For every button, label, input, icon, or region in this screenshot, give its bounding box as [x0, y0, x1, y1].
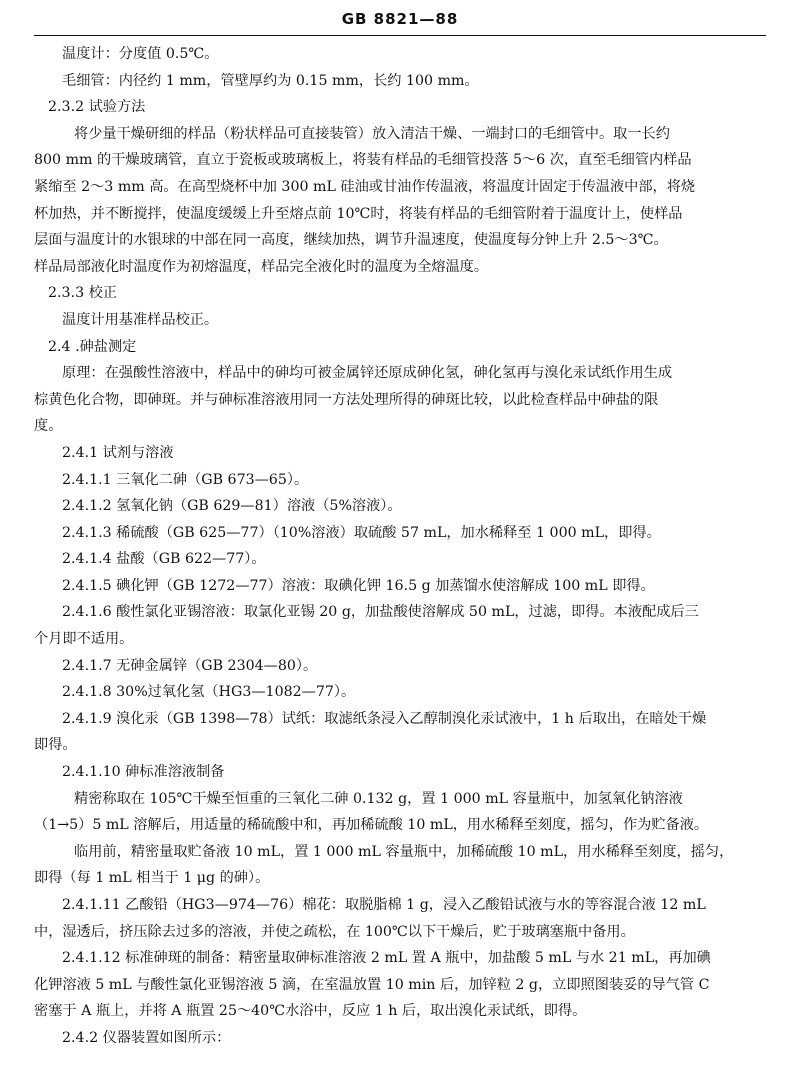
text-line: 毛细管：内径约 1 mm，管壁厚约为 0.15 mm，长约 100 mm。 — [62, 72, 479, 89]
text-line: 杯加热，并不断搅拌，使温度缓缓上升至熔点前 10℃时，将装有样品的毛细管附着于温度计上，使样品 — [34, 205, 683, 222]
text-line: （1→5）5 mL 溶解后，用适量的稀硫酸中和，再加稀硫酸 10 mL，用水稀释至刻度，摇匀，作为贮备液。 — [34, 817, 709, 834]
text-line: 中，湿透后，挤压除去过多的溶液，并使之疏松，在 100℃以下干燥后，贮于玻璃塞瓶中备用。 — [34, 923, 635, 940]
section-heading: 2.3.2 试验方法 — [48, 99, 146, 116]
document-body — [34, 41, 766, 1052]
list-item: 2.4.1.5 碘化钾（GB 1272—77）溶液：取碘化钾 16.5 g 加蒸馏水使溶解成 100 mL 即得。 — [62, 577, 655, 594]
text-line: 棕黄色化合物，即砷斑。并与砷标准溶液用同一方法处理所得的砷斑比较，以此检查样品中砷盐的限 — [34, 391, 659, 408]
list-item: 2.4.1.11 乙酸铅（HG3—974—76）棉花：取脱脂棉 1 g，浸入乙酸铅试液与水的等容混合液 12 mL — [62, 897, 706, 913]
text-line: 紧缩至 2～3 mm 高。在高型烧杯中加 300 mL 硅油或甘油作传温液，将温度计固定于传温液中部，将烧 — [34, 178, 696, 195]
section-heading: 2.4.1 试剂与溶液 — [62, 444, 174, 461]
list-item: 2.4.1.12 标准砷斑的制备：精密量取砷标准溶液 2 mL 置 A 瓶中，加盐酸 5 mL 与水 21 mL，再加碘 — [62, 950, 711, 967]
list-item: 2.4.1.1 三氧化二砷（GB 673—65）。 — [62, 471, 309, 488]
page-header: GB 8821—88 — [341, 10, 459, 28]
text-line: 即得。 — [34, 737, 77, 754]
text-line: 精密称取在 105℃干燥至恒重的三氧化二砷 0.132 g，置 1 000 mL 容量瓶中，加氢氧化钠溶液 — [74, 790, 683, 807]
text-line: 将少量干燥研细的样品（粉状样品可直接装管）放入清洁干燥、一端封口的毛细管中。取一长约 — [74, 125, 670, 142]
text-line: 原理：在强酸性溶液中，样品中的砷均可被金属锌还原成砷化氢，砷化氢再与溴化汞试纸作用生成 — [62, 365, 673, 382]
section-heading: 2.4 .砷盐测定 — [48, 338, 137, 355]
text-line: 化钾溶液 5 mL 与酸性氯化亚锡溶液 5 滴，在室温放置 10 min 后，加锌粒 2 g，立即照图装妥的导气管 C — [34, 976, 710, 993]
text-line: 温度计：分度值 0.5℃。 — [62, 46, 219, 62]
text-line: 温度计用基准样品校正。 — [62, 311, 219, 328]
text-line: 即得（每 1 mL 相当于 1 μg 的砷）。 — [34, 870, 270, 887]
list-item: 2.4.1.3 稀硫酸（GB 625—77）（10%溶液）取硫酸 57 mL，加水稀释至 1 000 mL，即得。 — [62, 524, 661, 541]
text-line: 个月即不适用。 — [34, 631, 134, 648]
section-heading: 2.4.1.10 砷标准溶液制备 — [62, 764, 225, 781]
list-item: 2.4.1.2 氢氧化钠（GB 629—81）溶液（5%溶液）。 — [62, 498, 402, 515]
text-line: 度。 — [34, 418, 63, 435]
header-rule — [34, 35, 766, 36]
list-item: 2.4.1.4 盐酸（GB 622—77）。 — [62, 551, 266, 568]
text-line: 层面与温度计的水银球的中部在同一高度，继续加热，调节升温速度，使温度每分钟上升 2.5～3℃。 — [34, 232, 668, 249]
list-item: 2.4.1.8 30%过氧化氢（HG3—1082—77）。 — [62, 684, 356, 701]
section-heading: 2.4.2 仪器装置如图所示： — [62, 1029, 231, 1046]
text-line: 样品局部液化时温度作为初熔温度，样品完全液化时的温度为全熔温度。 — [34, 258, 489, 275]
list-item: 2.4.1.7 无砷金属锌（GB 2304—80）。 — [62, 657, 318, 674]
text-line: 密塞于 A 瓶上，并将 A 瓶置 25～40℃水浴中，反应 1 h 后，取出溴化汞试纸，即得。 — [34, 1003, 587, 1020]
list-item: 2.4.1.6 酸性氯化亚锡溶液：取氯化亚锡 20 g，加盐酸使溶解成 50 mL，过滤，即得。本液配成后三 — [62, 604, 699, 621]
text-line: 800 mm 的干燥玻璃管，直立于瓷板或玻璃板上，将装有样品的毛细管投落 5～6 次，直至毛细管内样品 — [34, 152, 692, 169]
section-heading: 2.3.3 校正 — [48, 285, 117, 302]
list-item: 2.4.1.9 溴化汞（GB 1398—78）试纸：取滤纸条浸入乙醇制溴化汞试液中，1 h 后取出，在暗处干燥 — [62, 710, 707, 727]
text-line: 临用前，精密量取贮备液 10 mL，置 1 000 mL 容量瓶中，加稀硫酸 10 mL，用水稀释至刻度，摇匀， — [74, 843, 734, 860]
